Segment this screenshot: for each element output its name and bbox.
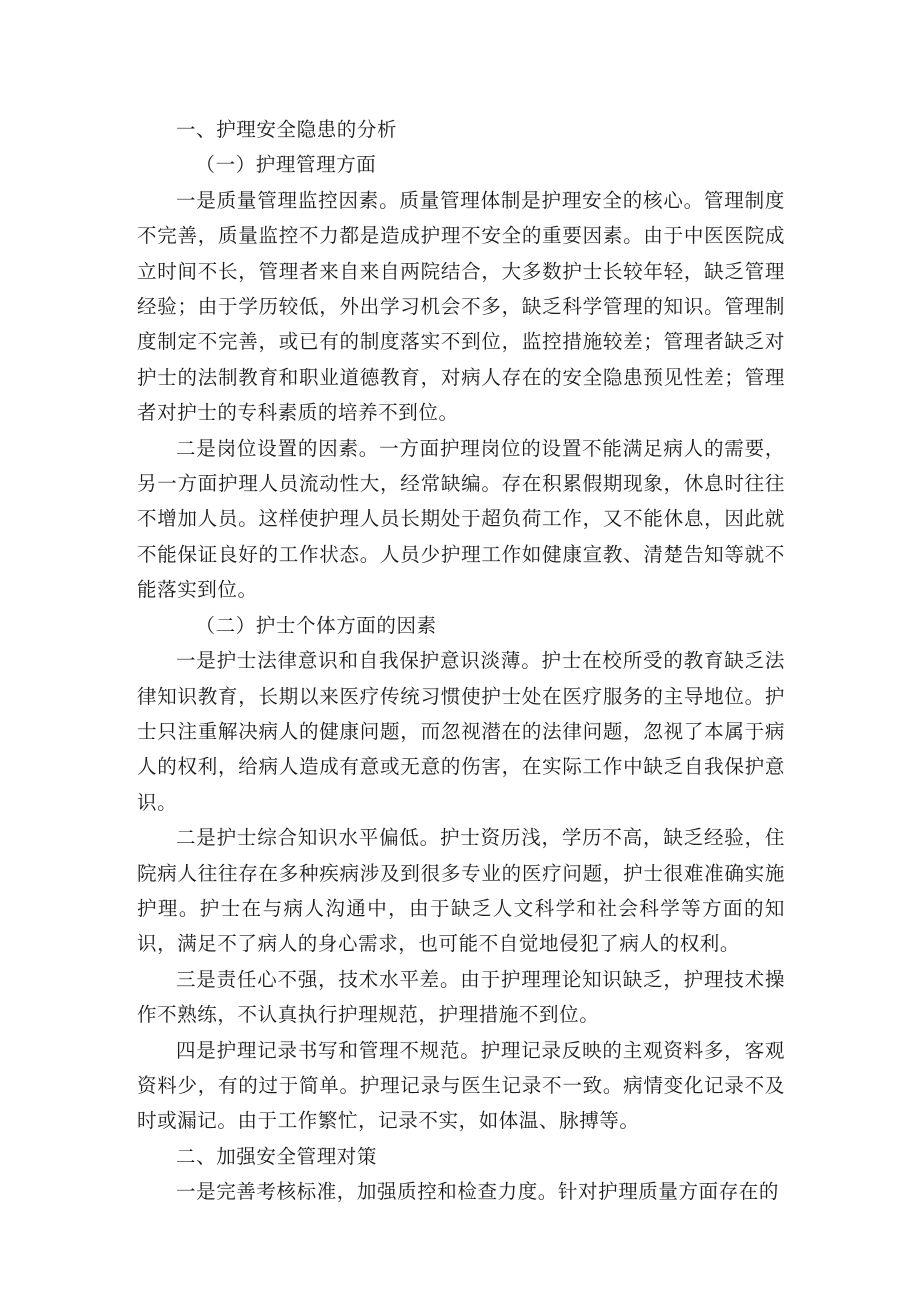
paragraph-2: 二是岗位设置的因素。一方面护理岗位的设置不能满足病人的需要，另一方面护理人员流动性大，经常缺编。存在积累假期现象，休息时往往不增加人员。这样使护理人员长期处于超负荷工作，又不能休息，因此就不能保证良好的工作状态。人员少护理工作如健康宣教、清楚告知等就不能落实到位。 xyxy=(137,436,785,602)
subsection-heading-1: （一）护理管理方面 xyxy=(195,153,377,177)
subsection-heading-2: （二）护士个体方面的因素 xyxy=(195,613,437,637)
paragraph-6: 四是护理记录书写和管理不规范。护理记录反映的主观资料多，客观资料少，有的过于简单。护理记录与医生记录不一致。病情变化记录不及时或漏记。由于工作繁忙，记录不实，如体温、脉搏等。 xyxy=(137,1038,785,1133)
section-heading-1: 一、护理安全隐患的分析 xyxy=(176,118,398,141)
paragraph-5: 三是责任心不强，技术水平差。由于护理理论知识缺乏，护理技术操作不熟练，不认真执行护理规范，护理措施不到位。 xyxy=(137,967,785,1027)
paragraph-4: 二是护士综合知识水平偏低。护士资历浅，学历不高，缺乏经验，住院病人往往存在多种疾病涉及到很多专业的医疗问题，护士很难准确实施护理。护士在与病人沟通中，由于缺乏人文科学和社会科学等方面的知识，满足不了病人的身心需求，也可能不自觉地侵犯了病人的权利。 xyxy=(137,826,785,956)
paragraph-1: 一是质量管理监控因素。质量管理体制是护理安全的核心。管理制度不完善，质量监控不力都是造成护理不安全的重要因素。由于中医医院成立时间不长，管理者来自来自两院结合，大多数护士长较年轻，缺乏管理经验；由于学历较低，外出学习机会不多，缺乏科学管理的知识。管理制度制定不完善，或已有的制度落实不到位，监控措施较差；管理者缺乏对护士的法制教育和职业道德教育，对病人存在的安全隐患预见性差；管理者对护士的专科素质的培养不到位。 xyxy=(137,188,785,425)
section-heading-2: 二、加强安全管理对策 xyxy=(176,1144,378,1168)
paragraph-7: 一是完善考核标准，加强质控和检查力度。针对护理质量方面存在的 xyxy=(176,1180,780,1204)
document-body xyxy=(137,112,785,1210)
paragraph-3: 一是护士法律意识和自我保护意识淡薄。护士在校所受的教育缺乏法律知识教育，长期以来医疗传统习惯使护士处在医疗服务的主导地位。护士只注重解决病人的健康问题，而忽视潜在的法律问题，忽视了本属于病人的权利，给病人造成有意或无意的伤害，在实际工作中缺乏自我保护意识。 xyxy=(137,649,785,814)
